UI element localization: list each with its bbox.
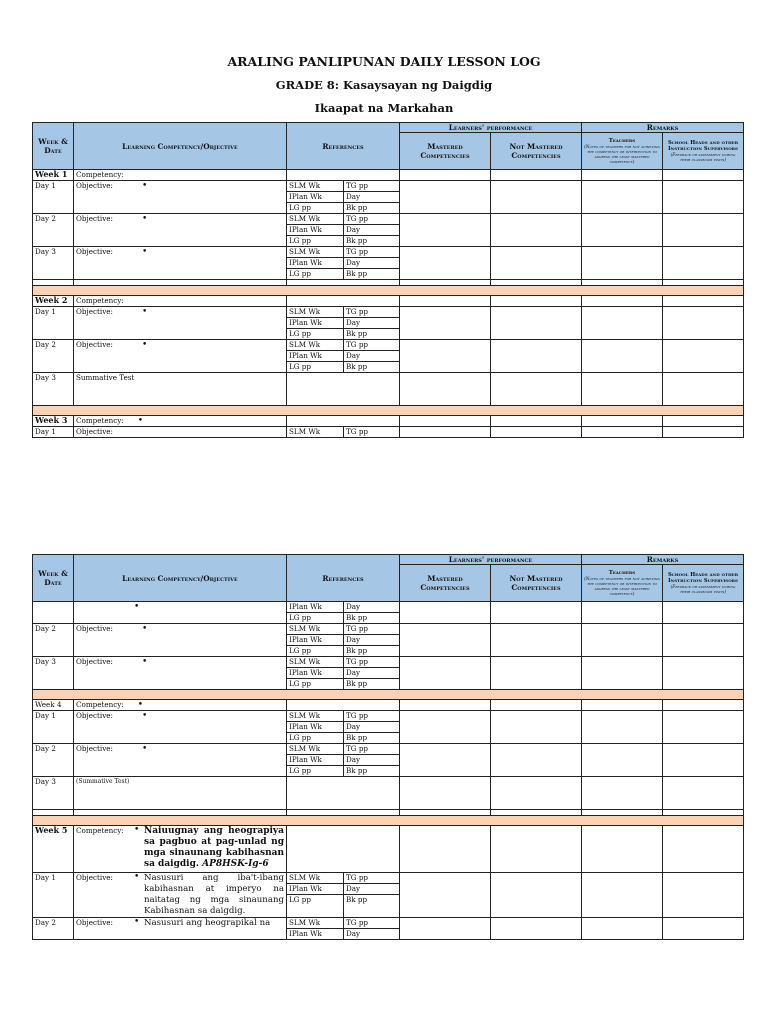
table-row <box>33 416 744 427</box>
table-row <box>33 307 744 318</box>
competency-label: Competency: <box>76 700 124 709</box>
header-heads-note: (Feedback or assessment during their classroom visits) <box>670 584 736 594</box>
ref-slm: SLM Wk <box>287 340 344 351</box>
ref-day: Day <box>344 351 400 362</box>
day-label: Day 1 <box>33 873 74 918</box>
header-learners-performance: Learners' performance <box>400 555 582 565</box>
table-row <box>33 777 744 810</box>
ref-tg: TG pp <box>344 247 400 258</box>
ref-iplan: IPlan Wk <box>287 722 344 733</box>
bullet-icon: • <box>141 214 148 224</box>
week-label: Week 2 <box>33 296 74 307</box>
table-row <box>33 873 744 884</box>
week-separator <box>33 816 744 826</box>
ref-slm: SLM Wk <box>287 247 344 258</box>
header-mastered: Mastered Competencies <box>400 133 491 170</box>
week-label: Week 1 <box>33 170 74 181</box>
ref-lg: LG pp <box>287 269 344 280</box>
ref-bk: Bk pp <box>344 329 400 340</box>
table-row <box>33 181 744 192</box>
objective-cell <box>74 873 287 918</box>
day-label: Day 3 <box>33 373 74 406</box>
header-not-mastered: Not Mastered Competencies <box>491 565 582 602</box>
ref-lg: LG pp <box>287 236 344 247</box>
day-label: Day 1 <box>33 307 74 340</box>
ref-tg: TG pp <box>344 918 400 929</box>
table-row <box>33 373 744 406</box>
competency-statement: Naiuugnay ang heograpiya sa pagbuo at pag-unlad ng mga sinaunang kabihasnan sa daigdig. <box>144 826 284 869</box>
competency-label: Competency: <box>74 170 287 181</box>
ref-day: Day <box>344 318 400 329</box>
bullet-icon: • <box>141 247 148 257</box>
day-label: Day 3 <box>33 247 74 280</box>
ref-day: Day <box>344 602 400 613</box>
objective-label: Objective: <box>76 744 113 753</box>
header-remarks: Remarks <box>582 123 744 133</box>
ref-lg: LG pp <box>287 613 344 624</box>
ref-day: Day <box>344 755 400 766</box>
objective-text: Nasusuri ang heograpikal na <box>144 918 271 928</box>
ref-lg: LG pp <box>287 203 344 214</box>
header-week-date: Week & Date <box>33 555 74 602</box>
ref-iplan: IPlan Wk <box>287 602 344 613</box>
week-separator <box>33 286 744 296</box>
ref-tg: TG pp <box>344 744 400 755</box>
week-separator <box>33 690 744 700</box>
header-heads <box>663 133 744 170</box>
objective-label: Objective: <box>76 181 113 190</box>
header-heads <box>663 565 744 602</box>
ref-slm: SLM Wk <box>287 873 344 884</box>
day-label: Day 2 <box>33 918 74 940</box>
objective-cell <box>74 214 287 247</box>
header-not-mastered: Not Mastered Competencies <box>491 133 582 170</box>
ref-bk: Bk pp <box>344 269 400 280</box>
ref-iplan: IPlan Wk <box>287 635 344 646</box>
objective-label: Objective: <box>76 214 113 223</box>
ref-day: Day <box>344 668 400 679</box>
ref-slm: SLM Wk <box>287 918 344 929</box>
objective-cell <box>74 602 287 624</box>
objective-label: Objective: <box>76 340 113 349</box>
competency-cell <box>74 700 287 711</box>
header-teachers-title: Teachers <box>608 138 636 144</box>
objective-label: Objective: <box>76 711 113 720</box>
ref-bk: Bk pp <box>344 236 400 247</box>
objective-cell <box>74 918 287 940</box>
lesson-log-table-1 <box>32 122 744 438</box>
objective-cell <box>74 744 287 777</box>
bullet-icon: • <box>137 700 144 710</box>
objective-label: Objective: <box>76 307 113 316</box>
ref-day: Day <box>344 929 400 940</box>
table-row <box>33 170 744 181</box>
ref-bk: Bk pp <box>344 646 400 657</box>
table-row <box>33 711 744 722</box>
objective-label: Objective: <box>76 873 113 882</box>
bullet-icon: • <box>141 181 148 191</box>
ref-slm: SLM Wk <box>287 711 344 722</box>
day-label: Day 2 <box>33 624 74 657</box>
objective-cell <box>74 247 287 280</box>
ref-tg: TG pp <box>344 427 400 438</box>
ref-slm: SLM Wk <box>287 657 344 668</box>
competency-label: Competency: <box>76 826 124 835</box>
ref-iplan: IPlan Wk <box>287 668 344 679</box>
ref-lg: LG pp <box>287 733 344 744</box>
ref-day: Day <box>344 722 400 733</box>
objective-cell <box>74 711 287 744</box>
objective-cell <box>74 624 287 657</box>
ref-bk: Bk pp <box>344 679 400 690</box>
header-references: References <box>287 123 400 170</box>
week-label: Week 5 <box>33 826 74 873</box>
table-row <box>33 340 744 351</box>
ref-tg: TG pp <box>344 214 400 225</box>
ref-day: Day <box>344 192 400 203</box>
competency-label: Competency: <box>74 296 287 307</box>
ref-iplan: IPlan Wk <box>287 318 344 329</box>
bullet-icon: • <box>141 624 148 634</box>
header-week-date: Week & Date <box>33 123 74 170</box>
objective-label: Objective: <box>76 247 113 256</box>
header-mastered: Mastered Competencies <box>400 565 491 602</box>
ref-lg: LG pp <box>287 766 344 777</box>
objective-label: Objective: <box>76 918 113 927</box>
ref-iplan: IPlan Wk <box>287 225 344 236</box>
header-teachers-note: (Notes of teachers for not achieving the competency or intervention to address the least mastered competency) <box>584 144 660 164</box>
ref-iplan: IPlan Wk <box>287 192 344 203</box>
ref-tg: TG pp <box>344 340 400 351</box>
summative-label: (Summative Test) <box>74 777 287 810</box>
document-title: ARALING PANLIPUNAN DAILY LESSON LOG <box>227 54 541 69</box>
ref-tg: TG pp <box>344 624 400 635</box>
ref-bk: Bk pp <box>344 203 400 214</box>
table-row <box>33 296 744 307</box>
ref-slm: SLM Wk <box>287 307 344 318</box>
header-learning-competency: Learning Competency/Objective <box>74 123 287 170</box>
week-label: Week 3 <box>33 416 74 427</box>
table-row <box>33 427 744 438</box>
day-label: Day 2 <box>33 340 74 373</box>
ref-tg: TG pp <box>344 181 400 192</box>
ref-iplan: IPlan Wk <box>287 929 344 940</box>
ref-slm: SLM Wk <box>287 427 344 438</box>
ref-lg: LG pp <box>287 679 344 690</box>
ref-tg: TG pp <box>344 307 400 318</box>
objective-cell <box>74 340 287 373</box>
table-row <box>33 918 744 929</box>
ref-bk: Bk pp <box>344 895 400 918</box>
week-separator <box>33 406 744 416</box>
objective-label: Objective: <box>76 624 113 633</box>
header-references: References <box>287 555 400 602</box>
document-titles <box>0 50 768 120</box>
header-heads-note: (Feedback or assessment during their classroom visits) <box>670 152 736 162</box>
ref-slm: SLM Wk <box>287 181 344 192</box>
quarter-subtitle: Ikaapat na Markahan <box>314 101 454 115</box>
summative-label: Summative Test <box>74 373 287 406</box>
bullet-icon: • <box>141 711 148 721</box>
competency-code: AP8HSK-Ig-6 <box>202 859 269 869</box>
bullet-icon: • <box>137 416 144 426</box>
table-row <box>33 826 744 873</box>
ref-slm: SLM Wk <box>287 214 344 225</box>
day-label: Day 1 <box>33 427 74 438</box>
ref-tg: TG pp <box>344 657 400 668</box>
objective-cell <box>74 657 287 690</box>
ref-iplan: IPlan Wk <box>287 258 344 269</box>
table-row <box>33 247 744 258</box>
bullet-icon: • <box>134 917 140 927</box>
ref-bk: Bk pp <box>344 733 400 744</box>
header-heads-title: School Heads and other Instruction Supervisors <box>667 140 739 152</box>
table-row <box>33 624 744 635</box>
table-row <box>33 700 744 711</box>
objective-label: Objective: <box>74 427 287 438</box>
bullet-icon: • <box>141 340 148 350</box>
header-heads-title: School Heads and other Instruction Supervisors <box>667 572 739 584</box>
lesson-log-table-2 <box>32 554 744 940</box>
ref-iplan: IPlan Wk <box>287 351 344 362</box>
objective-cell <box>74 307 287 340</box>
ref-iplan: IPlan Wk <box>287 884 344 895</box>
table-row <box>33 602 744 613</box>
objective-label: Objective: <box>76 657 113 666</box>
table-row <box>33 744 744 755</box>
ref-day: Day <box>344 635 400 646</box>
ref-lg: LG pp <box>287 895 344 918</box>
day-label: Day 1 <box>33 711 74 744</box>
bullet-icon: • <box>141 744 148 754</box>
ref-day: Day <box>344 884 400 895</box>
ref-slm: SLM Wk <box>287 624 344 635</box>
header-teachers <box>582 133 663 170</box>
objective-cell <box>74 181 287 214</box>
bullet-icon: • <box>141 657 148 667</box>
bullet-icon: • <box>141 307 148 317</box>
ref-tg: TG pp <box>344 711 400 722</box>
ref-day: Day <box>344 258 400 269</box>
day-label: Day 1 <box>33 181 74 214</box>
competency-cell <box>74 826 287 873</box>
day-label: Day 2 <box>33 744 74 777</box>
ref-lg: LG pp <box>287 646 344 657</box>
bullet-icon: • <box>134 602 140 612</box>
header-teachers-note: (Notes of teachers for not achieving the competency or intervention to address the least mastered competency) <box>584 576 660 596</box>
header-remarks: Remarks <box>582 555 744 565</box>
competency-label: Competency: <box>76 416 124 425</box>
bullet-icon: • <box>134 872 140 882</box>
ref-iplan: IPlan Wk <box>287 755 344 766</box>
day-label: Day 3 <box>33 657 74 690</box>
day-label: Day 2 <box>33 214 74 247</box>
header-teachers-title: Teachers <box>608 570 636 576</box>
ref-bk: Bk pp <box>344 362 400 373</box>
competency-cell <box>74 416 287 427</box>
header-teachers <box>582 565 663 602</box>
week-label: Week 4 <box>33 700 74 711</box>
ref-lg: LG pp <box>287 329 344 340</box>
table-row <box>33 214 744 225</box>
ref-slm: SLM Wk <box>287 744 344 755</box>
table-row <box>33 657 744 668</box>
header-learning-competency: Learning Competency/Objective <box>74 555 287 602</box>
competency-text <box>144 826 284 870</box>
bullet-icon: • <box>134 825 140 835</box>
objective-text: Nasusuri ang iba't-ibang kabihasnan at imperyo na naitatag ng mga sinaunang Kabihasnan sa daigdig. <box>144 873 284 916</box>
header-learners-performance: Learners' performance <box>400 123 582 133</box>
ref-day: Day <box>344 225 400 236</box>
ref-bk: Bk pp <box>344 766 400 777</box>
ref-lg: LG pp <box>287 362 344 373</box>
day-label: Day 3 <box>33 777 74 810</box>
grade-subtitle: GRADE 8: Kasaysayan ng Daigdig <box>275 78 493 92</box>
ref-tg: TG pp <box>344 873 400 884</box>
ref-bk: Bk pp <box>344 613 400 624</box>
